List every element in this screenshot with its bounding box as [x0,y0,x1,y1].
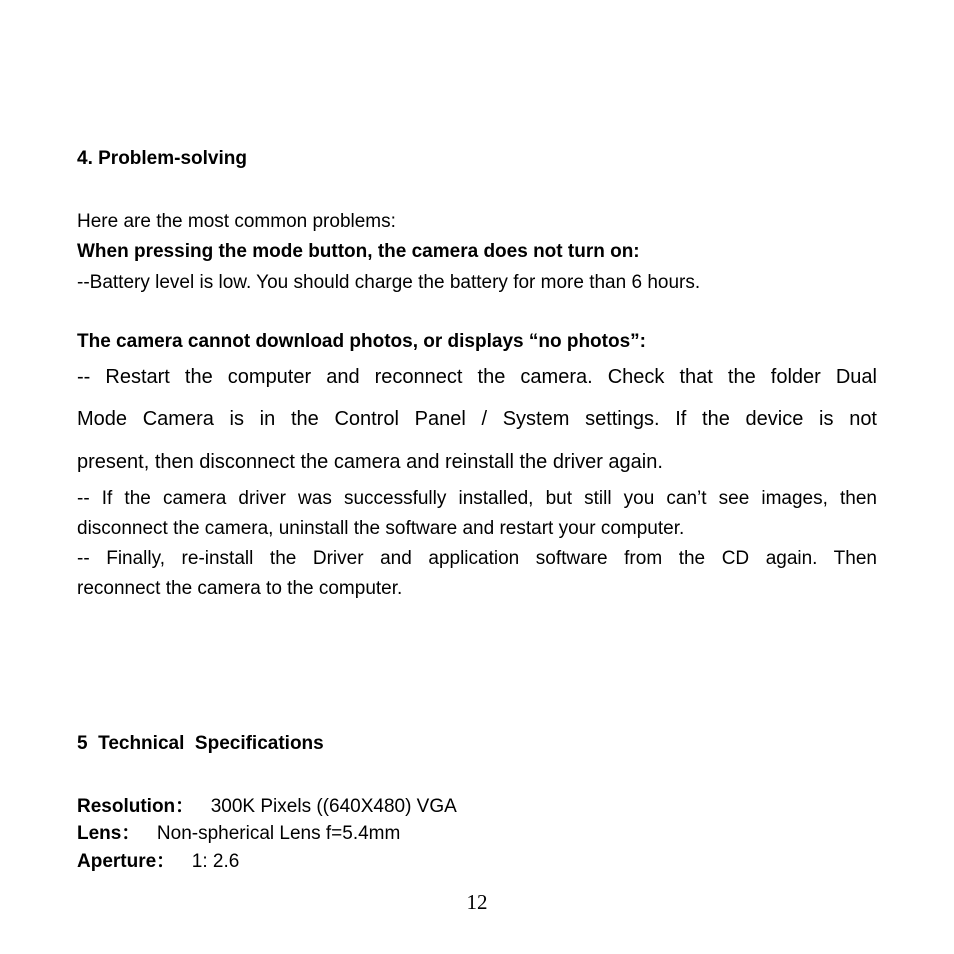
problem2-question: The camera cannot download photos, or displays “no photos”: [77,331,646,352]
spec-label: Lens： [77,823,141,844]
section4-heading: 4. Problem-solving [77,148,247,169]
spec-row-aperture [77,851,239,873]
spec-value: 300K Pixels ((640X480) VGA [210,796,457,817]
section5-heading: 5 Technical Specifications [77,733,324,754]
problem2-answer1-line1: -- Restart the computer and reconnect the camera. Check that the folder Dual [77,366,877,388]
problem2-answer3-line2: reconnect the camera to the computer. [77,578,403,599]
spec-value: 1: 2.6 [191,851,240,872]
problem2-answer2-line2: disconnect the camera, uninstall the software and restart your computer. [77,518,685,539]
spec-row-lens [77,823,400,845]
problem2-answer1-line3: present, then disconnect the camera and reinstall the driver again. [77,451,663,473]
problem2-answer3-line1: -- Finally, re-install the Driver and application software from the CD again. Then [77,548,877,569]
problem2-answer2-line1: -- If the camera driver was successfully installed, but still you can’t see images, then [77,488,877,509]
page-number: 12 [466,890,488,914]
spec-label: Resolution： [77,796,195,817]
spec-row-resolution [77,796,457,818]
problem1-answer: --Battery level is low. You should charge the battery for more than 6 hours. [77,272,701,293]
spec-value: Non-spherical Lens f=5.4mm [156,823,401,844]
spec-label: Aperture： [77,851,176,872]
section4-intro: Here are the most common problems: [77,211,396,232]
problem1-question: When pressing the mode button, the camera does not turn on: [77,241,640,262]
problem2-answer1-line2: Mode Camera is in the Control Panel / System settings. If the device is not [77,408,877,430]
